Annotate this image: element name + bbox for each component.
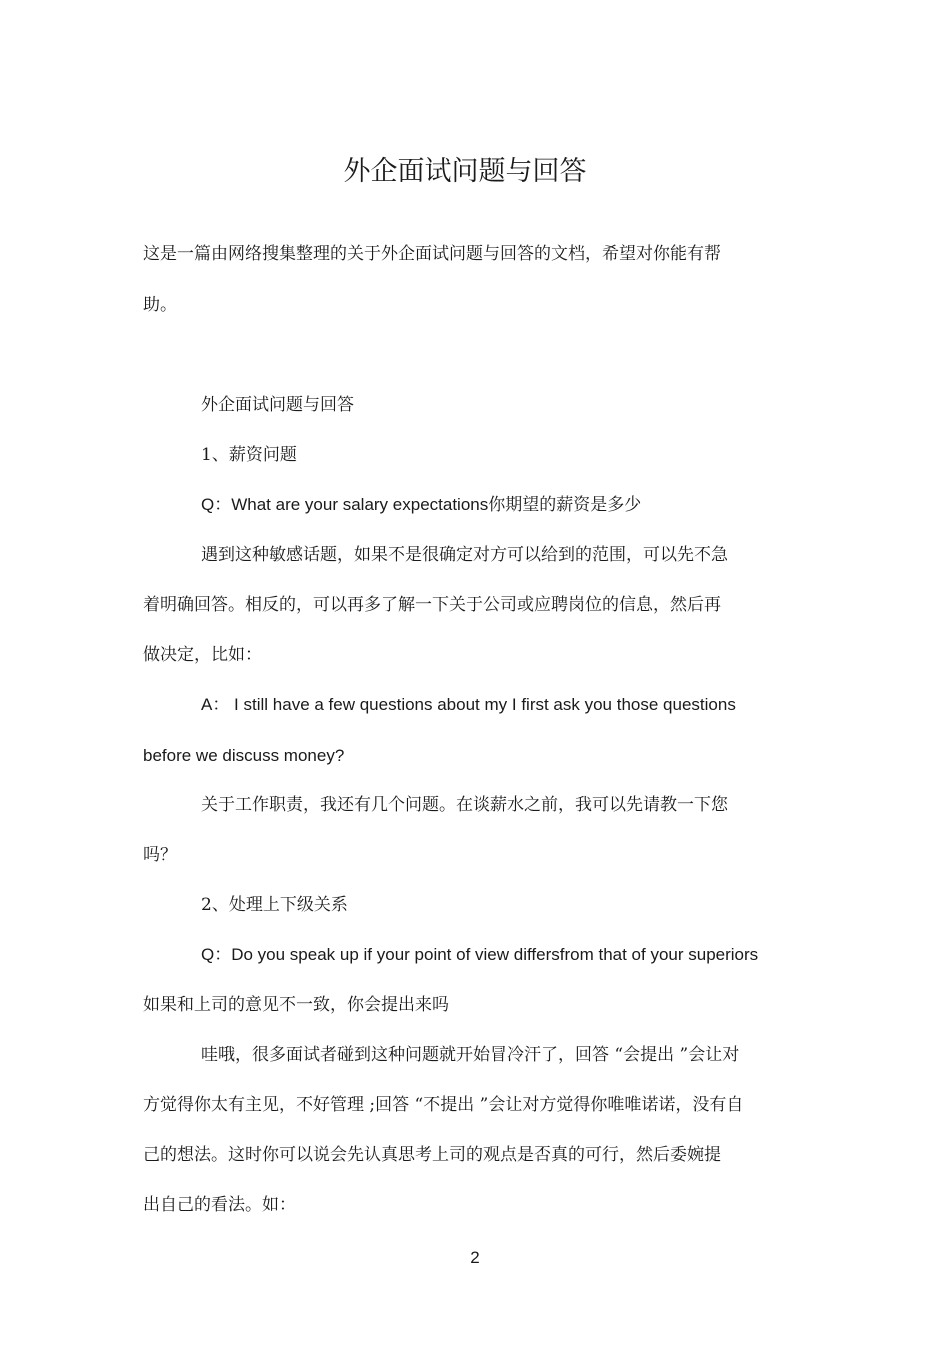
paragraph-line: 吗？	[143, 845, 177, 865]
paragraph-line: 如果和上司的意见不一致，你会提出来吗	[143, 995, 449, 1015]
answer-line: A： I still have a few questions about my I first ask you those questions	[201, 695, 736, 714]
question-line: Q：What are your salary expectations你期望的薪资是多少	[201, 495, 642, 514]
paragraph-line: 做决定，比如：	[143, 645, 262, 665]
document-title: 外企面试问题与回答	[343, 156, 587, 187]
paragraph-line: 关于工作职责，我还有几个问题。在谈薪水之前，我可以先请教一下您	[201, 795, 728, 815]
paragraph-line: 方觉得你太有主见，不好管理 ;回答 “不提出 ”会让对方觉得你唯唯诺诺，没有自	[143, 1095, 744, 1115]
paragraph-line: 己的想法。这时你可以说会先认真思考上司的观点是否真的可行，然后委婉提	[143, 1145, 721, 1165]
answer-line: before we discuss money?	[143, 746, 345, 765]
question-line: Q：Do you speak up if your point of view differsfrom that of your superiors	[201, 945, 759, 964]
paragraph-line: 哇哦，很多面试者碰到这种问题就开始冒冷汗了，回答 “会提出 ”会让对	[201, 1045, 740, 1065]
intro-line: 助。	[143, 295, 177, 315]
paragraph-line: 出自己的看法。如：	[143, 1195, 296, 1215]
section-heading: 2、处理上下级关系	[201, 895, 348, 915]
page-number: 2	[470, 1248, 480, 1267]
intro-line: 这是一篇由网络搜集整理的关于外企面试问题与回答的文档，希望对你能有帮	[143, 244, 721, 264]
section-heading: 外企面试问题与回答	[201, 395, 354, 415]
section-heading: 1、薪资问题	[201, 445, 297, 465]
paragraph-line: 遇到这种敏感话题，如果不是很确定对方可以给到的范围，可以先不急	[201, 545, 728, 565]
paragraph-line: 着明确回答。相反的，可以再多了解一下关于公司或应聘岗位的信息，然后再	[143, 595, 721, 615]
